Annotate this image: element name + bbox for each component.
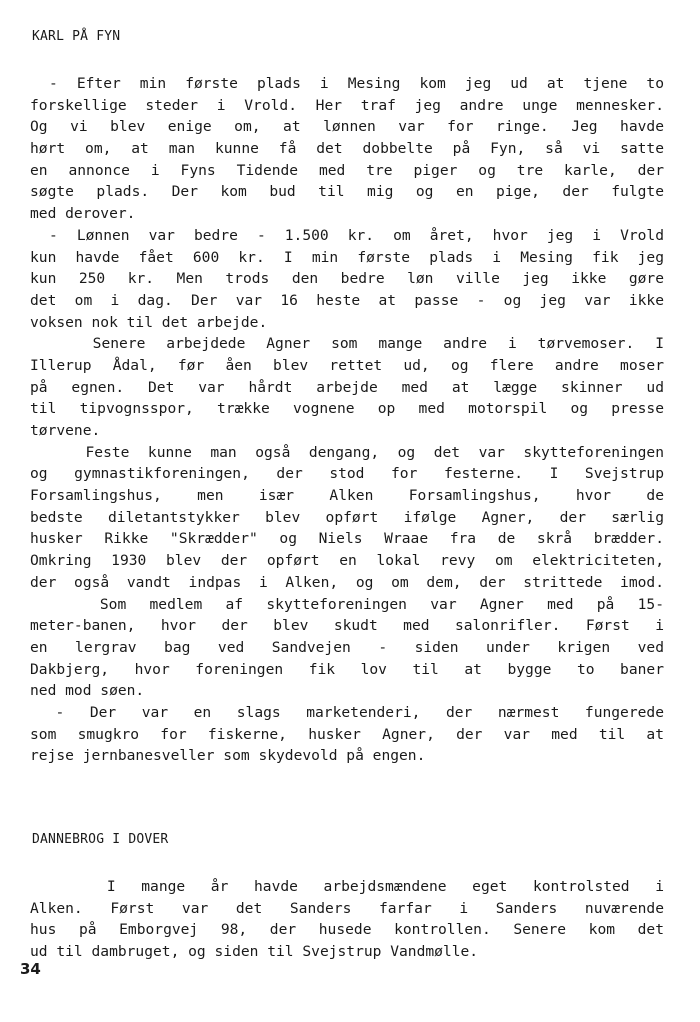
text-line: med derover.: [30, 205, 136, 223]
section-heading-dannebrog-i-dover: DANNEBROG I DOVER: [32, 832, 169, 847]
text-line: kun 250 kr. Men trods den bedre løn ville jeg ikke gøre: [30, 270, 664, 288]
text-line: Omkring 1930 blev der opført en lokal revy om elektriciteten,: [30, 552, 664, 570]
page-number: 34: [20, 960, 41, 978]
text-line: hørt om, at man kunne få det dobbelte på Fyn, så vi satte: [30, 140, 664, 158]
text-line: bedste diletantstykker blev opført ifølge Agner, der særlig: [30, 508, 664, 526]
text-line: Senere arbejdede Agner som mange andre i tørvemoser. I: [30, 335, 664, 353]
text-line: en lergrav bag ved Sandvejen - siden under krigen ved: [30, 638, 664, 656]
text-line: som smugkro for fiskerne, husker Agner, der var med til at: [30, 725, 664, 743]
text-line: en annonce i Fyns Tidende med tre piger og tre karle, der: [30, 161, 664, 179]
text-line: forskellige steder i Vrold. Her traf jeg andre unge mennesker.: [30, 96, 664, 114]
section-body-dannebrog-i-dover: [30, 876, 664, 963]
text-line: voksen nok til det arbejde.: [30, 313, 268, 331]
text-line: Forsamlingshus, men især Alken Forsamlingshus, hvor de: [30, 487, 664, 505]
text-line: rejse jernbanesveller som skydevold på engen.: [30, 747, 426, 765]
text-line: husker Rikke "Skrædder" og Niels Wraae fra de skrå brædder.: [30, 530, 664, 548]
text-line: søgte plads. Der kom bud til mig og en pige, der fulgte: [30, 183, 664, 201]
text-line: Illerup Ådal, før åen blev rettet ud, og flere andre moser: [30, 356, 664, 374]
text-line: - Lønnen var bedre - 1.500 kr. om året, hvor jeg i Vrold: [30, 226, 664, 244]
text-line: meter-banen, hvor der blev skudt med salonrifler. Først i: [30, 617, 664, 635]
text-line: der også vandt indpas i Alken, og om dem, der strittede imod.: [30, 573, 664, 591]
text-line: - Efter min første plads i Mesing kom jeg ud at tjene to: [30, 75, 664, 92]
text-line: Som medlem af skytteforeningen var Agner med på 15-: [30, 595, 664, 613]
section-heading-karl-paa-fyn: KARL PÅ FYN: [32, 29, 121, 44]
text-line: Og vi blev enige om, at lønnen var for ringe. Jeg havde: [30, 118, 664, 136]
text-line: kun havde fået 600 kr. I min første plads i Mesing fik jeg: [30, 248, 664, 266]
text-line: det om i dag. Der var 16 heste at passe - og jeg var ikke: [30, 291, 664, 309]
text-line: - Der var en slags marketenderi, der nærmest fungerede: [30, 703, 664, 721]
text-line: til tipvognsspor, trække vognene op med motorspil og presse: [30, 400, 664, 418]
section-body-karl-paa-fyn: [30, 73, 664, 767]
text-line: Alken. Først var det Sanders farfar i Sanders nuværende: [30, 899, 664, 917]
text-line: på egnen. Det var hårdt arbejde med at lægge skinner ud: [30, 378, 664, 396]
text-line: tørvene.: [30, 422, 101, 439]
text-line: og gymnastikforeningen, der stod for festerne. I Svejstrup: [30, 465, 664, 483]
text-line: I mange år havde arbejdsmændene eget kontrolsted i: [30, 878, 664, 895]
text-line: ned mod søen.: [30, 682, 145, 700]
text-line: ud til dambruget, og siden til Svejstrup Vandmølle.: [30, 943, 479, 961]
text-line: Dakbjerg, hvor foreningen fik lov til at bygge to baner: [30, 660, 664, 678]
text-line: Feste kunne man også dengang, og det var skytteforeningen: [30, 443, 664, 461]
text-line: hus på Emborgvej 98, der husede kontrollen. Senere kom det: [30, 921, 664, 939]
